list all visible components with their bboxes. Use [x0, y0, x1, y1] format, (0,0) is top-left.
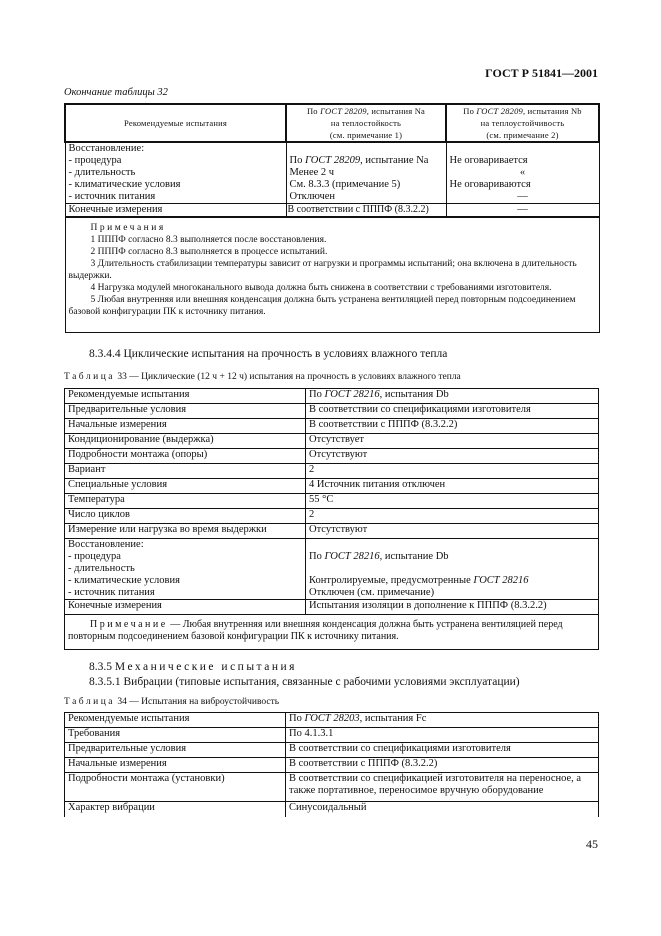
section-heading: 8.3.4.4 Циклические испытания на прочность в условиях влажного тепла — [89, 348, 448, 360]
header-cell: Рекомендуемые испытания — [65, 104, 286, 142]
table-33: Рекомендуемые испытания По ГОСТ 28216, испытания Db Предварительные условия В соответствии со спецификациями изготовителя Начальные измерения В соответствии с ПППФ (8.3.2.2) Кондиционирование (выдержка) Отсутствует Подробности монтажа (опоры) Отсутствуют Вариант 2 Специальные условия 4 Источник питания отключен Температура 55 °С Число циклов 2 Измерение или нагрузка во время выдержки Отсутствуют Восстановление: - процедура - длительность - климатические условия - источник питания По ГОСТ 28216, испытание Db Контролируемые, предусмотренные ГОСТ 28216 Отключен (см. примечание) Конечные измерения Испытания изоляции в дополнение к ПППФ (8.3.2.2) Примечание — Любая внутренняя или внешняя конденсация должна быть устранена вентиляцией перед повторным подсоединением базовой конфигурации ПК к источнику питания. — [64, 388, 599, 650]
doc-id: ГОСТ Р 51841—2001 — [485, 66, 598, 80]
section-heading: 8.3.5 Механические испытания — [89, 661, 297, 673]
table-row: Восстановление: - процедура - длительность - климатические условия - источник питания По ГОСТ 28209, испытание Na Менее 2 ч См. 8.3.3 (примечание 5) Отключен Не оговаривается « Не оговариваются — — [65, 142, 599, 204]
table32-caption: Окончание таблицы 32 — [64, 87, 168, 98]
table-row: Восстановление: - процедура - длительность - климатические условия - источник питания По ГОСТ 28216, испытание Db Контролируемые, предусмотренные ГОСТ 28216 Отключен (см. примечание) — [65, 539, 599, 600]
table34-caption: Таблица 34 — Испытания на виброустойчивость — [64, 697, 280, 707]
table-row: Конечные измерения В соответствии с ПППФ (8.3.2.2) — — [65, 204, 599, 218]
notes-row: Примечания 1 ПППФ согласно 8.3 выполняется после восстановления. 2 ПППФ согласно 8.3 выполняется в процессе испытаний. 3 Длительность стабилизации температуры зависит от нагрузки и программы испытаний; она включена в длительность выдержки. 4 Нагрузка модулей многоканального вывода должна быть снижена в соответствии с требованиями изготовителя. 5 Любая внутренняя или внешняя конденсация должна быть устранена вентиляцией перед повторным подсоединением базовой конфигурации ПК к источнику питания. — [65, 217, 599, 333]
header-cell: По ГОСТ 28209, испытания Nb на теплоустойчивость (см. примечание 2) — [446, 104, 599, 142]
table33-caption: Таблица 33 — Циклические (12 ч + 12 ч) испытания на прочность в условиях влажного тепла — [64, 372, 461, 382]
table-34: Рекомендуемые испытания По ГОСТ 28203, испытания Fc Требования По 4.1.3.1 Предварительные условия В соответствии со спецификациями изготовителя Начальные измерения В соответствии с ПППФ (8.3.2.2) Подробности монтажа (установки) В соответствии со спецификацией изготовителя на переносное, а также портативное, переносимое вручную оборудование Характер вибрации Синусоидальный — [64, 712, 599, 817]
table-32 — [64, 103, 600, 333]
header-cell: По ГОСТ 28209, испытания Na на теплостойкость (см. примечание 1) — [286, 104, 446, 142]
section-heading: 8.3.5.1 Вибрации (типовые испытания, связанные с рабочими условиями эксплуатации) — [89, 676, 520, 688]
page-number: 45 — [586, 837, 598, 851]
